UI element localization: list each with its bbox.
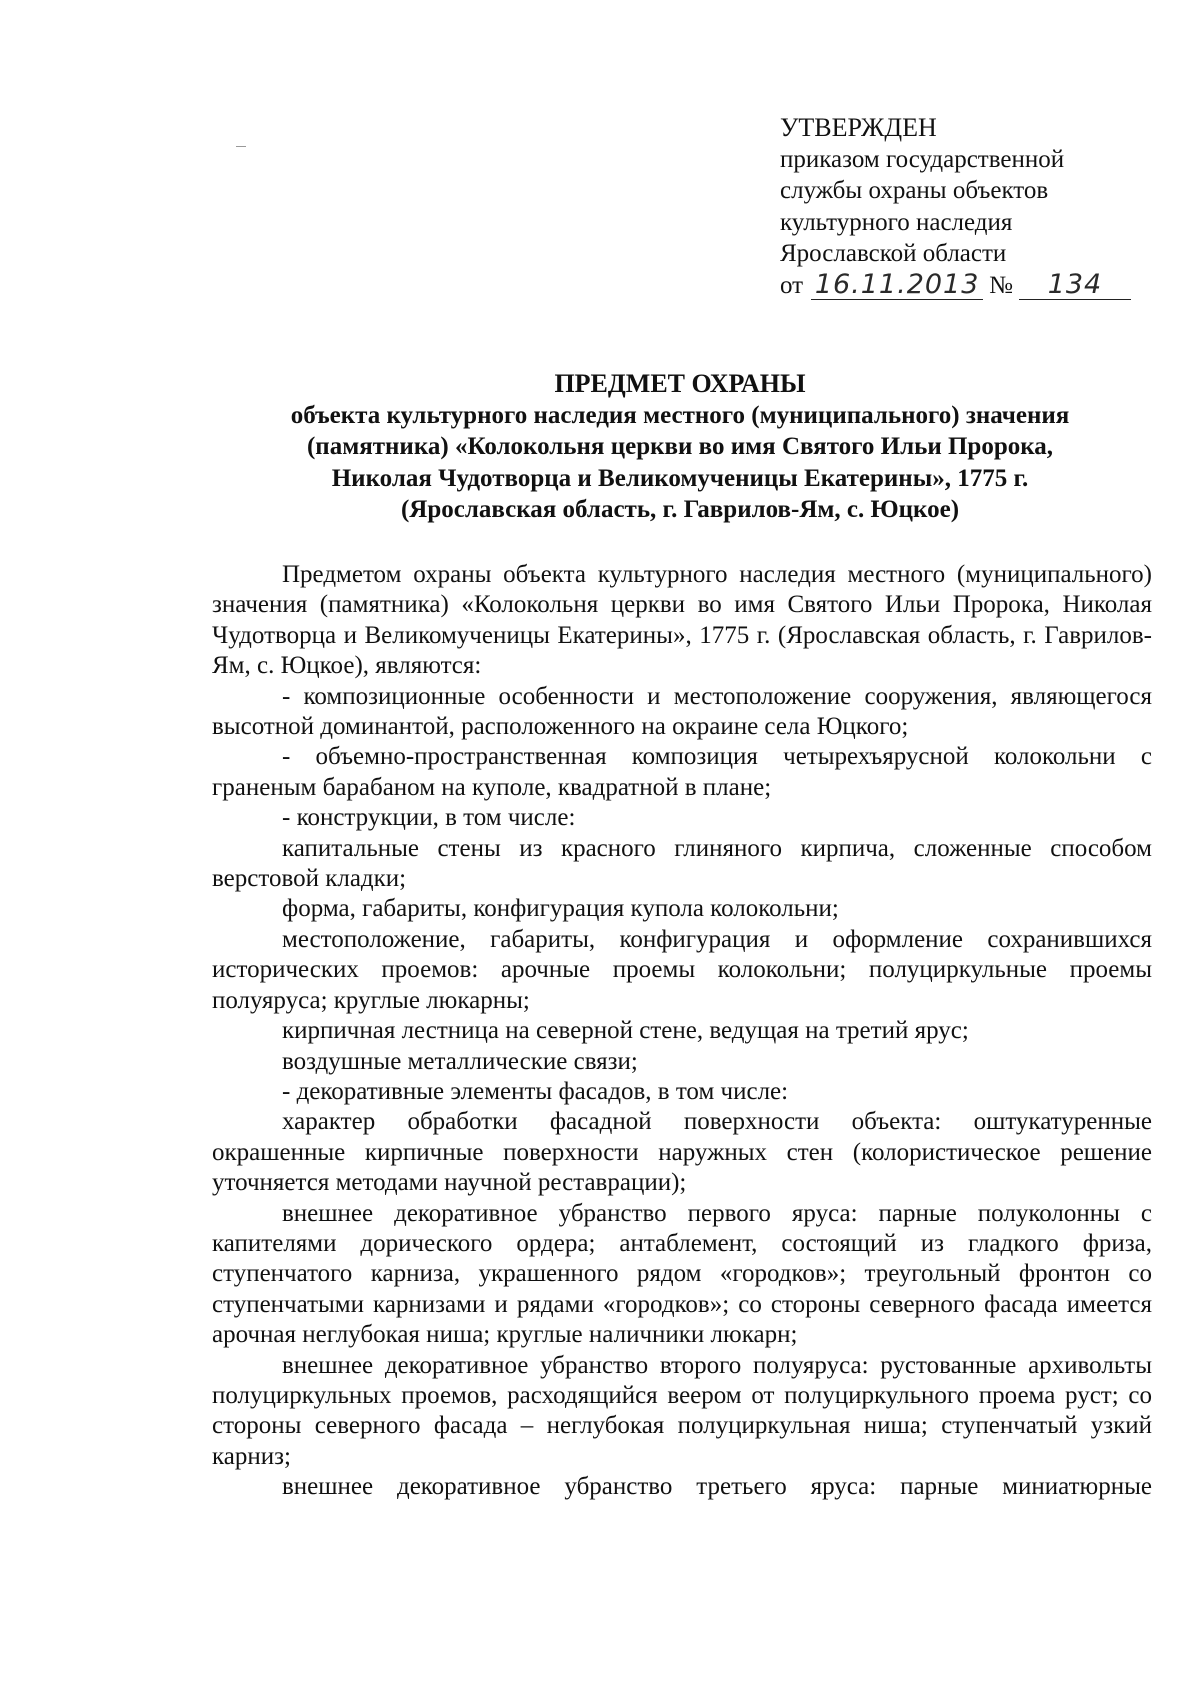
body-paragraph: Предметом охраны объекта культурного наследия местного (муниципального) значения (памятника) «Колокольня церкви во имя Святого Ильи Пророка, Николая Чудотворца и Великомученицы Екатерины», 1775 г. (Ярославская область, г. Гаврилов-Ям, с. Юцкое), являются:: [212, 561, 1152, 680]
body-paragraph: - конструкции, в том числе:: [282, 804, 576, 832]
date-prefix: от: [780, 271, 804, 299]
body-paragraph: кирпичная лестница на северной стене, ведущая на третий ярус;: [282, 1017, 969, 1045]
approval-heading: УТВЕРЖДЕН: [780, 113, 937, 142]
handwritten-number: 134: [1019, 272, 1131, 300]
document-body: [212, 560, 1152, 1503]
body-paragraph: характер обработки фасадной поверхности объекта: оштукатуренные окрашенные кирпичные поверхности наружных стен (колористическое решение уточняется методами научной реставрации);: [212, 1108, 1152, 1197]
scan-speck: [236, 146, 246, 147]
page-title: ПРЕДМЕТ ОХРАНЫ: [554, 369, 806, 398]
body-paragraph: воздушные металлические связи;: [282, 1047, 638, 1075]
title-line: (памятника) «Колокольня церкви во имя Святого Ильи Пророка,: [306, 433, 1054, 460]
document-title: [200, 368, 1160, 526]
body-paragraph: капитальные стены из красного глиняного кирпича, сложенные способом верстовой кладки;: [212, 834, 1152, 893]
approval-line: службы охраны объектов: [780, 177, 1049, 204]
body-paragraph: внешнее декоративное убранство третьего яруса: парные миниатюрные: [282, 1473, 1152, 1501]
title-line: объекта культурного наследия местного (муниципального) значения: [290, 401, 1070, 429]
approval-line: Ярославской области: [780, 240, 1007, 267]
approval-stamp-block: [780, 112, 1140, 301]
approval-line: культурного наследия: [780, 208, 1013, 236]
body-paragraph: - композиционные особенности и местоположение сооружения, являющегося высотной доминантой, расположенного на окраине села Юцкого;: [212, 682, 1152, 741]
number-sign: №: [989, 271, 1013, 299]
body-paragraph: местоположение, габариты, конфигурация и оформление сохранившихся исторических проемов: арочные проемы колокольни; полуциркульные проемы полуяруса; круглые люкарны;: [212, 925, 1152, 1014]
title-line: Николая Чудотворца и Великомученицы Екатерины», 1775 г.: [331, 464, 1029, 492]
handwritten-date: 16.11.2013: [811, 272, 983, 300]
body-paragraph: - объемно-пространственная композиция четырехъярусной колокольни с граненым барабаном на куполе, квадратной в плане;: [212, 743, 1152, 801]
body-paragraph: форма, габариты, конфигурация купола колокольни;: [282, 895, 839, 923]
title-line: (Ярославская область, г. Гаврилов-Ям, с. Юцкое): [400, 496, 960, 523]
approval-line: приказом государственной: [780, 145, 1065, 173]
approval-date-line: [780, 270, 1140, 302]
body-paragraph: внешнее декоративное убранство второго полуяруса: рустованные архивольты полуциркульных проемов, расходящийся веером от полуциркульного проема руст; со стороны северного фасада – неглубокая полуциркульная ниша; ступенчатый узкий карниз;: [212, 1351, 1152, 1470]
body-paragraph: внешнее декоративное убранство первого яруса: парные полуколонны с капителями дорического ордера; антаблемент, состоящий из гладкого фриза, ступенчатого карниза, украшенного рядом «городков»; треугольный фронтон со ступенчатыми карнизами и рядами «городков»; со стороны северного фасада имеется арочная неглубокая ниша; круглые наличники люкарн;: [212, 1199, 1152, 1349]
body-paragraph: - декоративные элементы фасадов, в том числе:: [282, 1077, 789, 1105]
